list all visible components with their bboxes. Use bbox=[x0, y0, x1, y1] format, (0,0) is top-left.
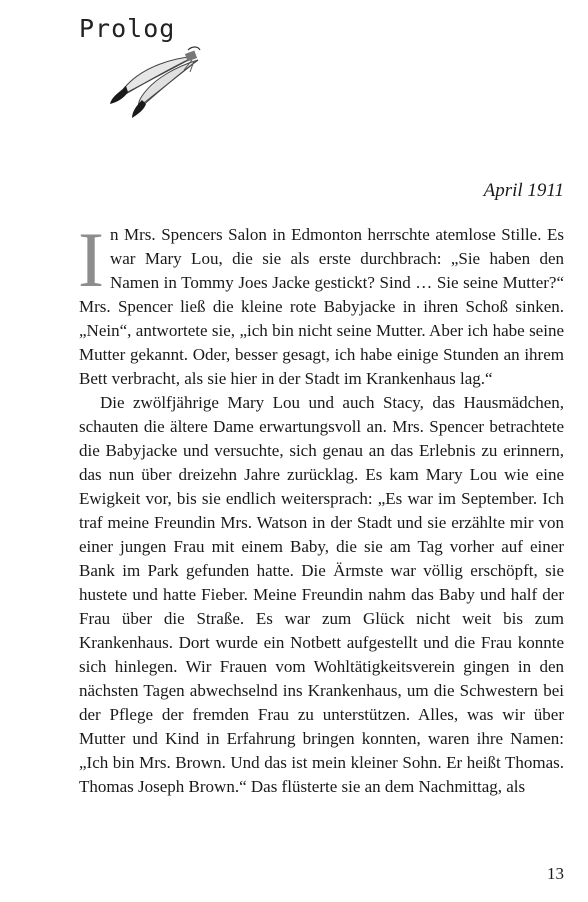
drop-cap: I bbox=[78, 216, 104, 303]
date-line: April 1911 bbox=[483, 180, 564, 201]
paragraph-1 bbox=[78, 216, 564, 391]
feather-icon bbox=[104, 44, 204, 120]
body-text bbox=[78, 216, 564, 799]
paragraph-2: Die zwölfjährige Mary Lou und auch Stacy, das Hausmädchen, schauten die ältere Dame erwartungsvoll an. Mrs. Spencer betrachtete die Babyjacke und versuchte, sich genau an das Erlebnis zu erinnern, das nun über dreizehn Jahre zurücklag. Es kam Mary Lou wie eine Ewigkeit vor, bis sie endlich weitersprach: „Es war im September. Ich traf meine Freundin Mrs. Watson in der Stadt und sie erzählte mir von einer jungen Frau mit einem Baby, die sie am Tag vorher auf einer Bank im Park gefunden hatte. Die Ärmste war völlig erschöpft, sie hustete und hatte Fieber. Meine Freundin nahm das Baby und half der Frau über die Straße. Es war zum Glück nicht weit bis zum Krankenhaus. Dort wurde ein Notbett aufgestellt und die Frau konnte sich hinlegen. Wir Frauen vom Wohltätigkeitsverein gingen in den nächsten Tagen abwechselnd ins Krankenhaus, um die Schwestern bei der Pflege der fremden Frau zu unterstützen. Alles, was wir über Mutter und Kind in Erfahrung bringen konnten, waren ihre Namen: „Ich bin Mrs. Brown. Und das ist mein kleiner Sohn. Er heißt Thomas. Thomas Joseph Brown.“ Das flüsterte sie an dem Nachmittag, als bbox=[79, 393, 564, 796]
page-number: 13 bbox=[547, 864, 564, 883]
chapter-title: Prolog bbox=[79, 14, 176, 43]
paragraph-1-text: n Mrs. Spencers Salon in Edmonton herrschte atemlose Stille. Es war Mary Lou, die sie als erste durchbrach: „Sie haben den Namen in Tommy Joes Jacke gestickt? Sind … Sie seine Mutter?“ Mrs. Spencer ließ die kleine rote Babyjacke in ihren Schoß sinken. „Nein“, antwortete sie, „ich bin nicht seine Mutter. Aber ich habe seine Mutter gekannt. Oder, besser gesagt, ich habe einige Stunden an ihrem Bett verbracht, als sie hier in der Stadt im Krankenhaus lag.“ bbox=[79, 225, 564, 388]
